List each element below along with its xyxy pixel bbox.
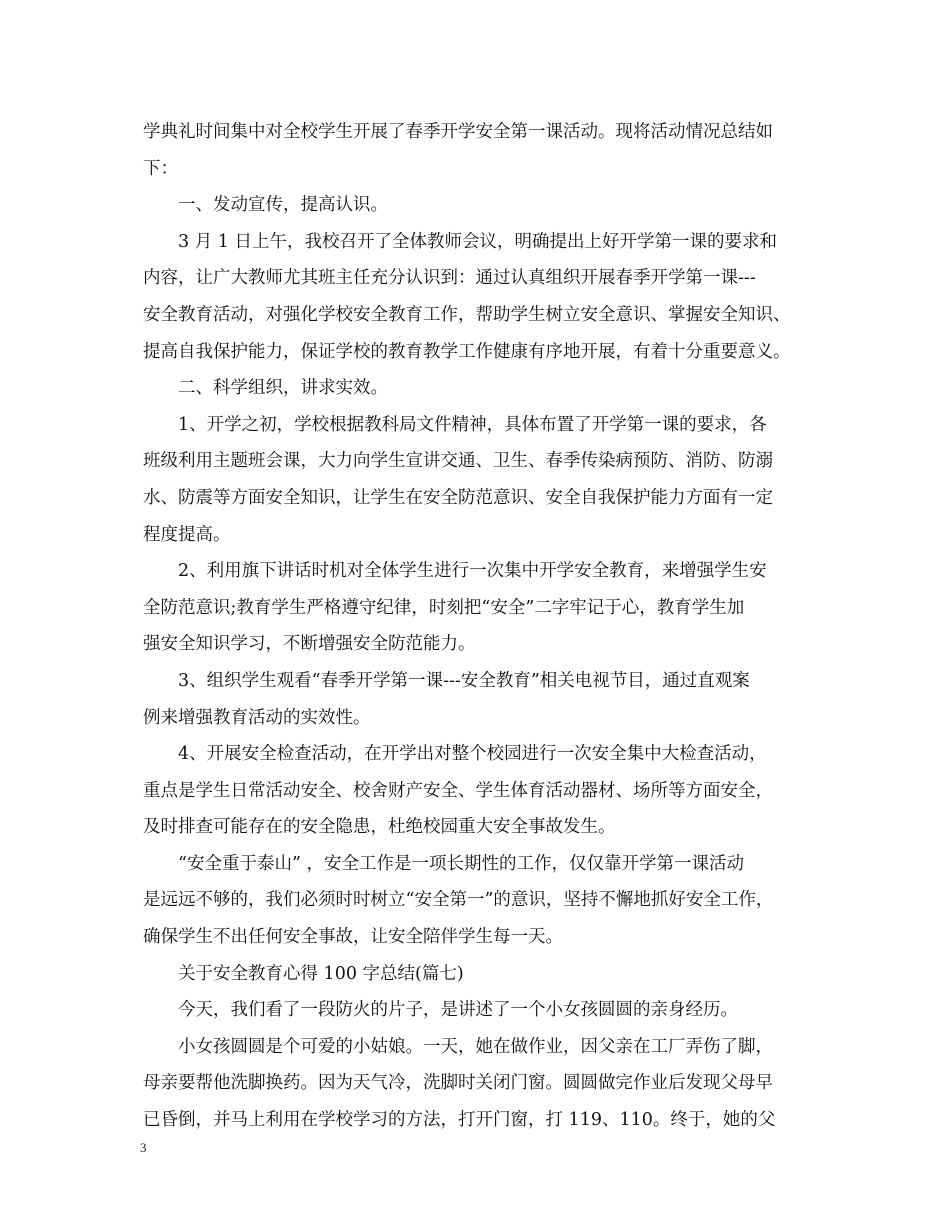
text-line: 强安全知识学习，不断增强安全防范能力。 — [143, 634, 476, 655]
text-line: 全防范意识;教育学生严格遵守纪律，时刻把“安全”二字牢记于心，教育学生加 — [143, 597, 745, 618]
text-line: 确保学生不出任何安全事故，让安全陪伴学生每一天。 — [143, 927, 563, 948]
article-title: 关于安全教育心得 100 字总结(篇七) — [178, 963, 464, 984]
text-line: “安全重于泰山” ，安全工作是一项长期性的工作，仅仅靠开学第一课活动 — [178, 853, 744, 874]
text-line: 学典礼时间集中对全校学生开展了春季开学安全第一课活动。现将活动情况总结如 — [143, 122, 773, 142]
page-number: 3 — [140, 1140, 147, 1155]
text-line: 重点是学生日常活动安全、校舍财产安全、学生体育活动器材、场所等方面安全， — [143, 780, 773, 801]
section-heading: 二、科学组织，讲求实效。 — [178, 378, 388, 399]
text-line: 今天，我们看了一段防火的片子，是讲述了一个小女孩圆圆的亲身经历。 — [178, 1000, 738, 1021]
document-body — [143, 114, 823, 1139]
text-line: 班级利用主题班会课，大力向学生宣讲交通、卫生、春季传染病预防、消防、防溺 — [143, 451, 773, 472]
text-line: 安全教育活动，对强化学校安全教育工作，帮助学生树立安全意识、掌握安全知识、 — [143, 304, 791, 325]
text-line: 1、开学之初，学校根据教科局文件精神，具体布置了开学第一课的要求，各 — [178, 414, 767, 435]
text-line: 4、开展安全检查活动，在开学出对整个校园进行一次安全集中大检查活动， — [178, 744, 767, 765]
text-line: 下： — [143, 158, 178, 179]
section-heading: 一、发动宣传，提高认识。 — [178, 195, 388, 216]
text-line: 内容，让广大教师尤其班主任充分认识到：通过认真组织开展春季开学第一课--- — [143, 268, 756, 289]
text-line: 母亲要帮他洗脚换药。因为天气冷，洗脚时关闭门窗。圆圆做完作业后发现父母早 — [143, 1073, 773, 1094]
text-line: 小女孩圆圆是个可爱的小姑娘。一天，她在做作业，因父亲在工厂弄伤了脚， — [178, 1036, 773, 1057]
text-line: 水、防震等方面安全知识，让学生在安全防范意识、安全自我保护能力方面有一定 — [143, 487, 773, 508]
text-line: 3、组织学生观看“春季开学第一课---安全教育”相关电视节目，通过直观案 — [178, 670, 750, 691]
text-line: 及时排查可能存在的安全隐患，杜绝校园重大安全事故发生。 — [143, 817, 616, 838]
text-line: 例来增强教育活动的实效性。 — [143, 707, 371, 728]
text-line: 是远远不够的，我们必须时时树立“安全第一”的意识，坚持不懈地抓好安全工作， — [143, 890, 774, 911]
text-line: 提高自我保护能力，保证学校的教育教学工作健康有序地开展，有着十分重要意义。 — [143, 341, 791, 362]
text-line: 3 月 1 日上午，我校召开了全体教师会议，明确提出上好开学第一课的要求和 — [178, 231, 777, 252]
text-line: 2、利用旗下讲话时机对全体学生进行一次集中开学安全教育，来增强学生安 — [178, 561, 767, 582]
text-line: 已昏倒，并马上利用在学校学习的方法，打开门窗，打 119、110。终于，她的父 — [143, 1110, 776, 1131]
text-line: 程度提高。 — [143, 524, 231, 545]
